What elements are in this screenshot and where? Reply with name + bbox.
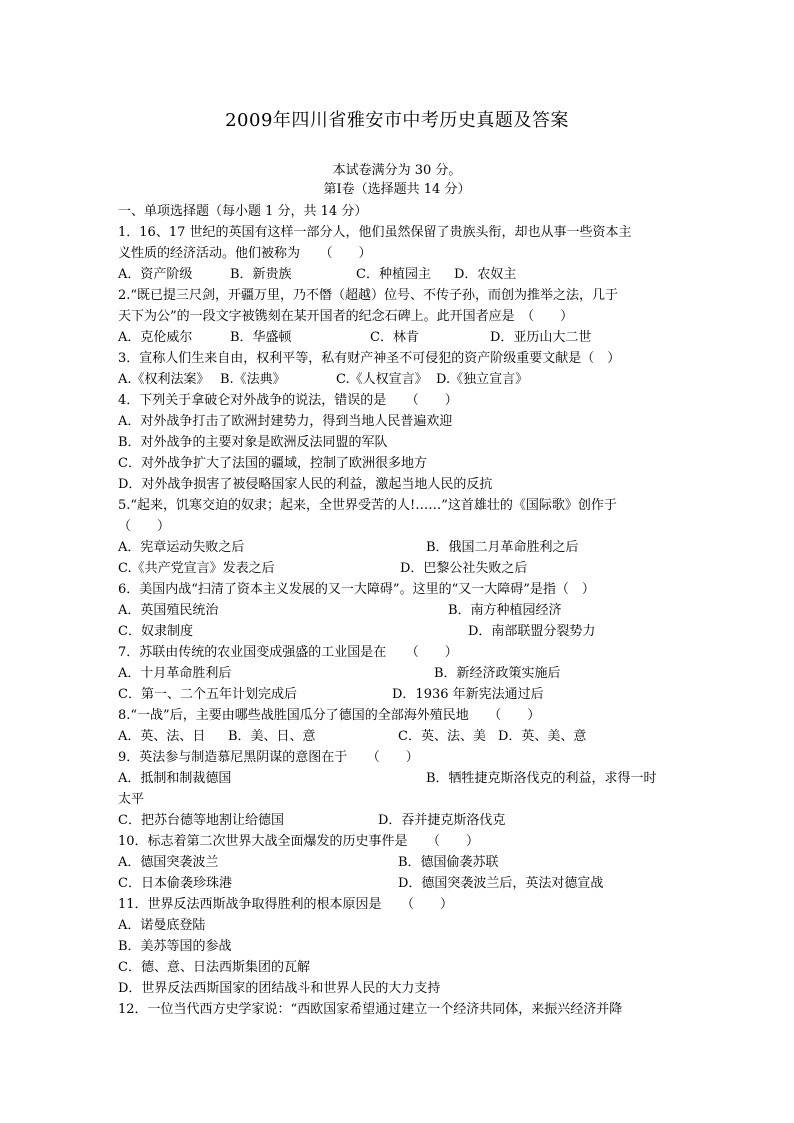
option-b: B．南方种植园经济 <box>448 603 562 618</box>
option-b: B．华盛顿 <box>230 330 292 345</box>
question-8-options <box>118 726 678 747</box>
option-d: D.《独立宣言》 <box>436 372 529 387</box>
option-b: B.《法典》 <box>220 372 286 387</box>
option-c: C．英、法、美 <box>398 729 486 744</box>
question-10-options-row-1 <box>118 852 678 873</box>
option-b: B．美、日、意 <box>228 729 316 744</box>
question-11-option-c: C．德、意、日法西斯集团的瓦解 <box>118 960 310 975</box>
option-a: A．宪章运动失败之后 <box>118 540 245 555</box>
option-a: A．资产阶级 <box>118 267 193 282</box>
option-c: C．把苏台德等地割让给德国 <box>118 813 284 828</box>
question-9-options-row-2 <box>118 810 678 831</box>
option-c: C．日本偷袭珍珠港 <box>118 876 232 891</box>
volume-heading: 第Ⅰ卷（选择题共 14 分） <box>323 182 471 197</box>
question-1-options <box>118 264 678 285</box>
question-7-options-row-1 <box>118 663 678 684</box>
question-7-stem: 7．苏联由传统的农业国变成强盛的工业国是在 （ ） <box>118 645 458 660</box>
option-a: A．英、法、日 <box>118 729 206 744</box>
option-c: C．种植园主 <box>356 267 431 282</box>
question-11-option-d: D．世界反法西斯国家的团结战斗和世界人民的大力支持 <box>118 981 441 996</box>
option-a: A.《权利法案》 <box>118 372 210 387</box>
option-b: B．新贵族 <box>230 267 292 282</box>
option-b: B．牺牲捷克斯洛伐克的利益，求得一时 <box>426 771 657 786</box>
question-2-stem-line-2: 天下为公”的一段文字被镌刻在某开国者的纪念石碑上。此开国者应是 （ ） <box>118 309 574 324</box>
option-c: C．林肯 <box>370 330 419 345</box>
option-b: B．俄国二月革命胜利之后 <box>426 540 579 555</box>
option-d: D．1936 年新宪法通过后 <box>392 687 544 702</box>
question-11-option-b: B．美苏等国的参战 <box>118 939 232 954</box>
option-d: D．吞并捷克斯洛伐克 <box>378 813 506 828</box>
option-c: C．奴隶制度 <box>118 624 193 639</box>
question-6-stem: 6．美国内战“扫清了资本主义发展的又一大障碍”。这里的“又一大障碍”是指（ ） <box>118 582 595 597</box>
question-4-option-b: B．对外战争的主要对象是欧洲反法同盟的军队 <box>118 435 388 450</box>
option-c: C.《人权宣言》 <box>336 372 428 387</box>
question-2-options <box>118 327 678 348</box>
question-3-options <box>118 369 678 390</box>
option-a: A．抵制和制裁德国 <box>118 771 232 786</box>
question-6-options-row-2 <box>118 621 678 642</box>
question-9-options-row-1 <box>118 768 678 789</box>
question-11-stem: 11．世界反法西斯战争取得胜利的根本原因是 （ ） <box>118 897 454 912</box>
option-d: D．英、美、意 <box>498 729 587 744</box>
question-6-options-row-1 <box>118 600 678 621</box>
option-a: A．德国突袭波兰 <box>118 855 219 870</box>
question-4-option-c: C．对外战争扩大了法国的疆域，控制了欧洲很多地方 <box>118 456 427 471</box>
question-3-stem: 3．宣称人们生来自由，权利平等，私有财产神圣不可侵犯的资产阶级重要文献是（ ） <box>118 351 621 366</box>
question-4-stem: 4．下列关于拿破仑对外战争的说法，错误的是 （ ） <box>118 393 458 408</box>
question-4-option-d: D．对外战争损害了被侵略国家人民的利益，激起当地人民的反抗 <box>118 477 493 492</box>
option-b: B．新经济政策实施后 <box>434 666 561 681</box>
option-a: A．克伦威尔 <box>118 330 193 345</box>
option-c: C．第一、二个五年计划完成后 <box>118 687 297 702</box>
question-2-stem-line-1: 2.“既已提三尺剑，开疆万里，乃不僭（超越）位号、不传子孙，而创为推举之法，几于 <box>118 288 619 303</box>
section-heading: 一、单项选择题（每小题 1 分，共 14 分） <box>118 204 368 219</box>
question-5-stem-line-1: 5.“起来，饥寒交迫的奴隶；起来，全世界受苦的人!……”这首雄壮的《国际歌》创作于 <box>118 498 617 513</box>
question-5-options-row-1 <box>118 537 678 558</box>
question-8-stem: 8.“一战”后，主要由哪些战胜国瓜分了德国的全部海外殖民地 （ ） <box>118 708 541 723</box>
question-10-stem: 10．标志着第二次世界大战全面爆发的历史事件是 （ ） <box>118 834 480 849</box>
option-d: D．南部联盟分裂势力 <box>468 624 596 639</box>
question-9-stem: 9．英法参与制造慕尼黑阴谋的意图在于 （ ） <box>118 750 419 765</box>
document-title: 2009年四川省雅安市中考历史真题及答案 <box>225 110 569 131</box>
question-11-option-a: A．诺曼底登陆 <box>118 918 206 933</box>
question-5-stem-line-2: （ ） <box>118 519 171 534</box>
option-a: A．英国殖民统治 <box>118 603 219 618</box>
question-1-stem-line-2: 义性质的经济活动。他们被称为 （ ） <box>118 246 372 261</box>
question-9-option-b-continued: 太平 <box>118 792 145 807</box>
question-4-option-a: A．对外战争打击了欧洲封建势力，得到当地人民普遍欢迎 <box>118 414 453 429</box>
question-body <box>118 201 678 1020</box>
option-d: D．农奴主 <box>454 267 517 282</box>
option-d: D．亚历山大二世 <box>490 330 592 345</box>
option-d: D．巴黎公社失败之后 <box>400 561 528 576</box>
question-12-stem: 12．一位当代西方史学家说：“西欧国家希望通过建立一个经济共同体，来振兴经济并降 <box>118 1002 623 1017</box>
question-7-options-row-2 <box>118 684 678 705</box>
question-1-stem-line-1: 1．16、17 世纪的英国有这样一部分人，他们虽然保留了贵族头衔，却也从事一些资本主 <box>118 225 632 240</box>
option-a: A．十月革命胜利后 <box>118 666 232 681</box>
option-d: D．德国突袭波兰后，英法对德宣战 <box>398 876 604 891</box>
option-c: C.《共产党宣言》发表之后 <box>118 561 275 576</box>
question-5-options-row-2 <box>118 558 678 579</box>
full-score-note: 本试卷满分为 30 分。 <box>332 163 462 178</box>
question-10-options-row-2 <box>118 873 678 894</box>
option-b: B．德国偷袭苏联 <box>398 855 499 870</box>
